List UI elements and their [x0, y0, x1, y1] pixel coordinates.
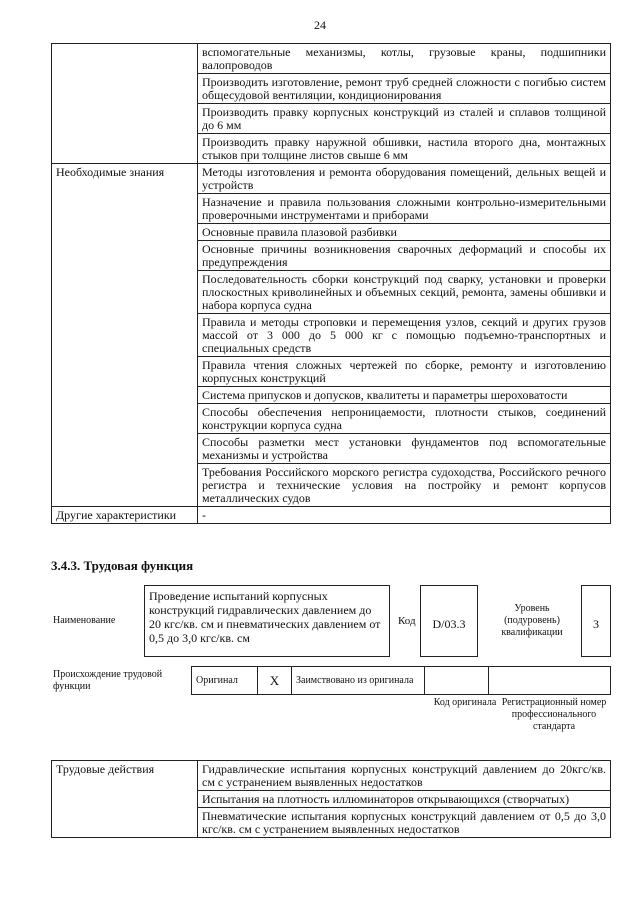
- origin-label: Происхождение трудовой функции: [53, 669, 163, 692]
- table-cell: Гидравлические испытания корпусных конструкций давлением до 20кгс/кв. см с устранением выявленных недостатков: [198, 761, 611, 791]
- table-cell: Основные причины возникновения сварочных деформаций и способы их предупреждения: [198, 241, 611, 271]
- other-value: -: [198, 507, 611, 524]
- table-cell: вспомогательные механизмы, котлы, грузовые краны, подшипники валопроводов: [198, 44, 611, 74]
- table-row: [52, 761, 611, 791]
- table-cell: Производить изготовление, ремонт труб средней сложности с погибью систем общесудовой вентиляции, кондиционирования: [198, 74, 611, 104]
- table-cell: Способы разметки мест установки фундаментов под вспомогательные механизмы и устройства: [198, 434, 611, 464]
- table-row: [52, 164, 611, 194]
- name-label: Наименование: [53, 615, 116, 626]
- code-original-cell: [425, 667, 489, 695]
- table-cell: Назначение и правила пользования сложными контрольно-измерительными проверочными инструментами и приборами: [198, 194, 611, 224]
- table-cell: Правила и методы строповки и перемещения узлов, секций и других грузов массой от 3 000 до 5 000 кг с помощью подъемно-транспортных и специальных средств: [198, 314, 611, 357]
- table-cell: Производить правку корпусных конструкций из сталей и сплавов толщиной до 6 мм: [198, 104, 611, 134]
- table-row: [192, 667, 611, 695]
- table-row: [52, 507, 611, 524]
- empty-label-cell: [52, 44, 198, 164]
- code-original-caption: Код оригинала: [433, 697, 497, 708]
- table-cell: Методы изготовления и ремонта оборудования помещений, дельных вещей и устройств: [198, 164, 611, 194]
- origin-table: [191, 666, 611, 695]
- table-cell: Способы обеспечения непроницаемости, плотности стыков, соединений конструкции корпуса судна: [198, 404, 611, 434]
- actions-label: Трудовые действия: [52, 761, 198, 838]
- borrowed-label: Заимствовано из оригинала: [292, 667, 425, 695]
- original-label: Оригинал: [192, 667, 258, 695]
- function-name-box: Проведение испытаний корпусных конструкций гидравлических давлением до 20 кгс/кв. см и пневматических давлением от 0,5 до 3,0 кгс/кв. см: [144, 585, 390, 657]
- qualification-level-box: 3: [581, 585, 611, 657]
- table-cell: Последовательность сборки конструкций под сварку, установки и проверки плоскостных криволинейных и объемных секций, ремонта, замены обшивки и набора корпуса судна: [198, 271, 611, 314]
- table-cell: Пневматические испытания корпусных конструкций давлением от 0,5 до 3,0 кгс/кв. см с устранением выявленных недостатков: [198, 808, 611, 838]
- reg-number-cell: [489, 667, 611, 695]
- other-label: Другие характеристики: [52, 507, 198, 524]
- table-cell: Правила чтения сложных чертежей по сборке, ремонту и изготовлению корпусных конструкций: [198, 357, 611, 387]
- original-mark: X: [258, 667, 292, 695]
- section-title: 3.4.3. Трудовая функция: [51, 558, 194, 573]
- code-label: Код: [398, 615, 416, 627]
- table-cell: Производить правку наружной обшивки, настила второго дна, монтажных стыков при толщине листов свыше 6 мм: [198, 134, 611, 164]
- level-label: Уровень (подуровень) квалификации: [501, 603, 563, 638]
- table-cell: Основные правила плазовой разбивки: [198, 224, 611, 241]
- reg-number-caption: Регистрационный номер профессионального стандарта: [501, 697, 607, 732]
- function-code-box: D/03.3: [420, 585, 478, 657]
- knowledge-table: [51, 43, 611, 524]
- table-cell: Требования Российского морского регистра судоходства, Российского речного регистра и технические условия на постройку и ремонт корпусов металлических судов: [198, 464, 611, 507]
- table-cell: Система припусков и допусков, квалитеты и параметры шероховатости: [198, 387, 611, 404]
- actions-table: [51, 760, 611, 838]
- table-row: [52, 44, 611, 74]
- knowledge-label: Необходимые знания: [52, 164, 198, 507]
- table-cell: Испытания на плотность иллюминаторов открывающихся (створчатых): [198, 791, 611, 808]
- page-number: 24: [314, 18, 326, 32]
